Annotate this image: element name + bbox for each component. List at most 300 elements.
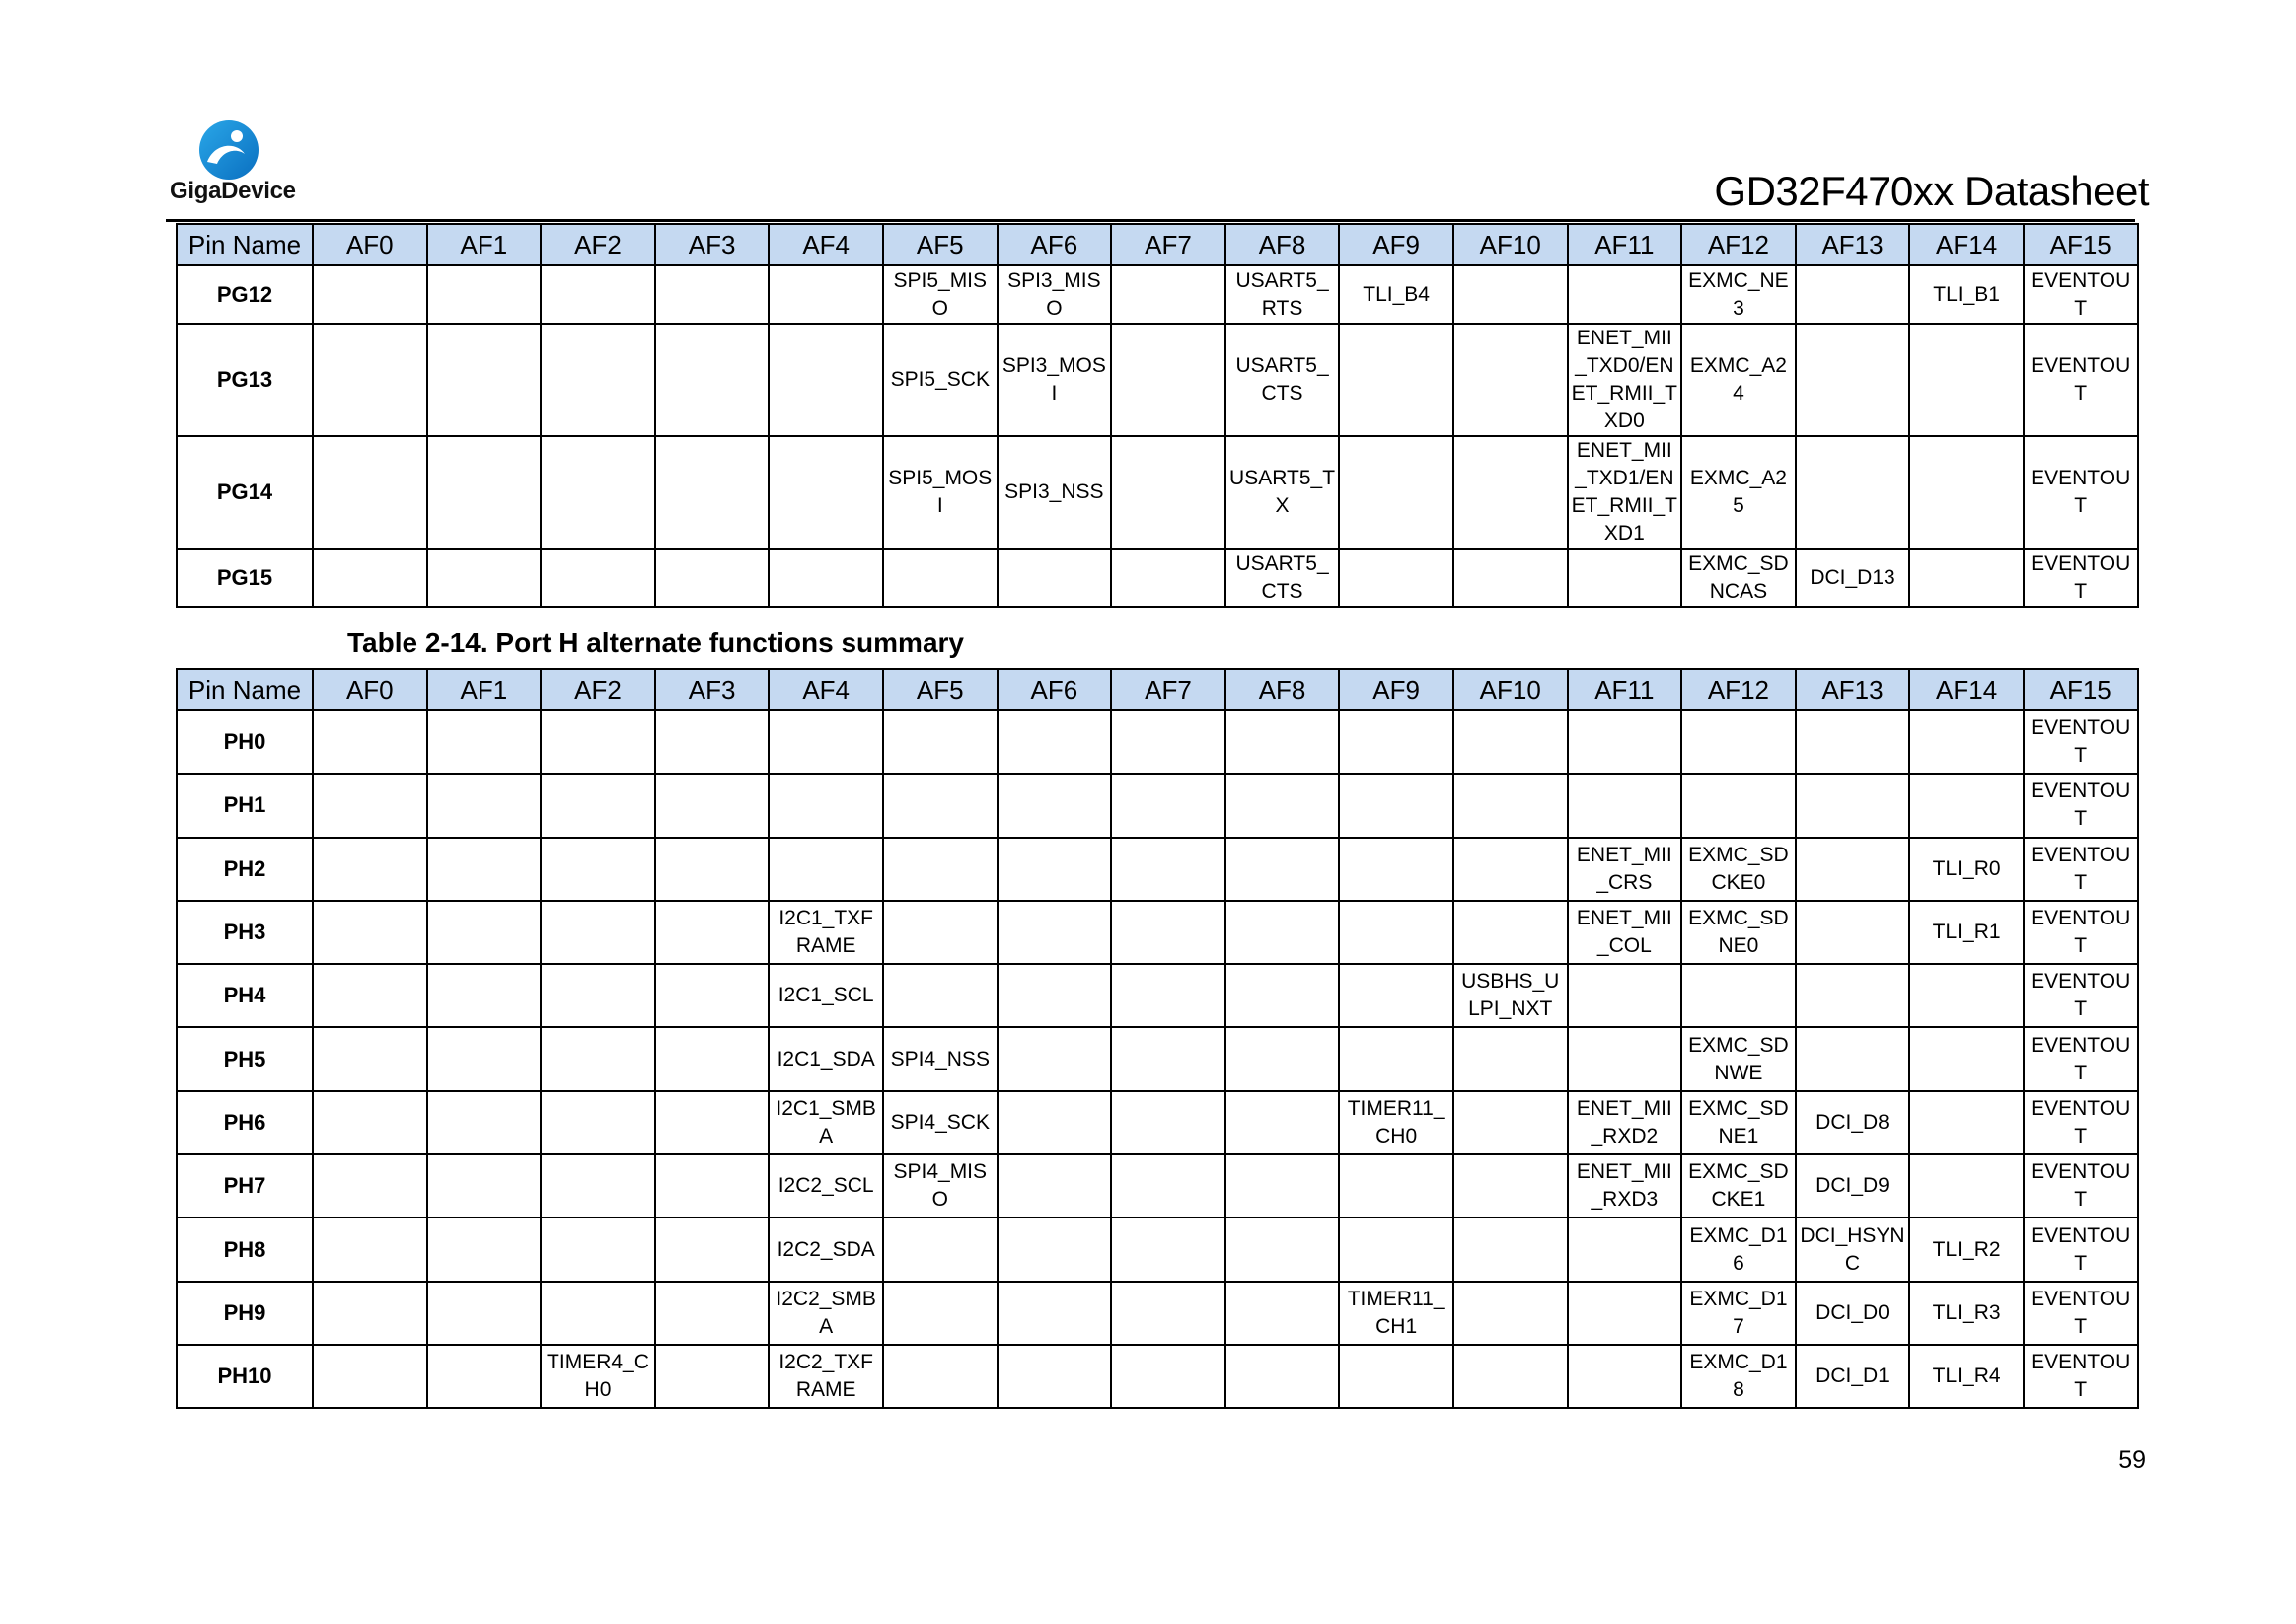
af10-cell <box>1453 1345 1568 1408</box>
af5-cell <box>883 838 998 901</box>
af7-cell <box>1111 1218 1225 1281</box>
af0-cell <box>313 774 427 837</box>
page-number: 59 <box>2118 1446 2146 1474</box>
af6-cell <box>998 710 1112 774</box>
af0-cell <box>313 1218 427 1281</box>
af8-cell <box>1225 710 1340 774</box>
af8-cell <box>1225 838 1340 901</box>
af11-cell <box>1568 710 1682 774</box>
af10-cell: USBHS_U LPI_NXT <box>1453 964 1568 1027</box>
af9-cell: TIMER11_ CH0 <box>1339 1091 1453 1154</box>
af14-cell <box>1909 774 2024 837</box>
af9-cell <box>1339 710 1453 774</box>
af12-cell: EXMC_A2 4 <box>1681 324 1796 436</box>
column-header-af3: AF3 <box>655 224 770 265</box>
af9-cell: TIMER11_ CH1 <box>1339 1282 1453 1345</box>
af7-cell <box>1111 1154 1225 1218</box>
column-header-af14: AF14 <box>1909 669 2024 710</box>
af8-cell: USART5_ CTS <box>1225 324 1340 436</box>
af3-cell <box>655 1154 770 1218</box>
af10-cell <box>1453 549 1568 607</box>
af4-cell <box>769 265 883 324</box>
af1-cell <box>427 964 542 1027</box>
af0-cell <box>313 1345 427 1408</box>
table-row <box>177 549 2138 607</box>
table-header-row <box>177 669 2138 710</box>
brand-name: GigaDevice <box>170 178 296 204</box>
af12-cell: EXMC_SD CKE0 <box>1681 838 1796 901</box>
af0-cell <box>313 1027 427 1090</box>
af12-cell: EXMC_SD NE0 <box>1681 901 1796 964</box>
af0-cell <box>313 964 427 1027</box>
column-header-af0: AF0 <box>313 669 427 710</box>
af7-cell <box>1111 1345 1225 1408</box>
af11-cell <box>1568 265 1682 324</box>
af9-cell <box>1339 774 1453 837</box>
af7-cell <box>1111 901 1225 964</box>
af13-cell: DCI_D1 <box>1796 1345 1910 1408</box>
af4-cell <box>769 549 883 607</box>
af8-cell <box>1225 1154 1340 1218</box>
af8-cell: USART5_ CTS <box>1225 549 1340 607</box>
af6-cell <box>998 1218 1112 1281</box>
table-row <box>177 265 2138 324</box>
port-h-alternate-functions-table <box>176 668 2139 1409</box>
af10-cell <box>1453 1091 1568 1154</box>
port-g-alternate-functions-table <box>176 223 2139 608</box>
af3-cell <box>655 1091 770 1154</box>
af12-cell: EXMC_D1 6 <box>1681 1218 1796 1281</box>
af14-cell <box>1909 964 2024 1027</box>
af2-cell <box>541 436 655 549</box>
af9-cell <box>1339 1027 1453 1090</box>
af10-cell <box>1453 1027 1568 1090</box>
af9-cell <box>1339 1154 1453 1218</box>
af5-cell: SPI5_MIS O <box>883 265 998 324</box>
af3-cell <box>655 324 770 436</box>
af11-cell: ENET_MII _RXD3 <box>1568 1154 1682 1218</box>
af0-cell <box>313 436 427 549</box>
af11-cell <box>1568 964 1682 1027</box>
column-header-af5: AF5 <box>883 224 998 265</box>
af14-cell: TLI_R2 <box>1909 1218 2024 1281</box>
af14-cell <box>1909 1027 2024 1090</box>
af2-cell <box>541 1091 655 1154</box>
af6-cell: SPI3_MIS O <box>998 265 1112 324</box>
af3-cell <box>655 265 770 324</box>
af2-cell <box>541 838 655 901</box>
af11-cell: ENET_MII _TXD0/EN ET_RMII_T XD0 <box>1568 324 1682 436</box>
af4-cell: I2C1_SDA <box>769 1027 883 1090</box>
af0-cell <box>313 549 427 607</box>
af13-cell <box>1796 964 1910 1027</box>
af15-cell: EVENTOU T <box>2024 1345 2138 1408</box>
af7-cell <box>1111 436 1225 549</box>
af14-cell <box>1909 1091 2024 1154</box>
column-header-af15: AF15 <box>2024 224 2138 265</box>
pin-name-cell: PH10 <box>177 1345 313 1408</box>
af6-cell <box>998 1154 1112 1218</box>
af15-cell: EVENTOU T <box>2024 1027 2138 1090</box>
af15-cell: EVENTOU T <box>2024 549 2138 607</box>
column-header-af10: AF10 <box>1453 669 1568 710</box>
table-row <box>177 838 2138 901</box>
column-header-af13: AF13 <box>1796 224 1910 265</box>
column-header-af8: AF8 <box>1225 224 1340 265</box>
column-header-pin-name: Pin Name <box>177 224 313 265</box>
af13-cell: DCI_HSYN C <box>1796 1218 1910 1281</box>
af9-cell <box>1339 1218 1453 1281</box>
af2-cell <box>541 964 655 1027</box>
af5-cell <box>883 549 998 607</box>
af7-cell <box>1111 324 1225 436</box>
af12-cell: EXMC_D1 7 <box>1681 1282 1796 1345</box>
af0-cell <box>313 838 427 901</box>
af6-cell <box>998 549 1112 607</box>
af7-cell <box>1111 265 1225 324</box>
af12-cell: EXMC_D1 8 <box>1681 1345 1796 1408</box>
af15-cell: EVENTOU T <box>2024 1218 2138 1281</box>
af11-cell: ENET_MII _CRS <box>1568 838 1682 901</box>
af13-cell <box>1796 710 1910 774</box>
af6-cell: SPI3_MOS I <box>998 324 1112 436</box>
af3-cell <box>655 710 770 774</box>
af4-cell: I2C2_SCL <box>769 1154 883 1218</box>
column-header-af9: AF9 <box>1339 669 1453 710</box>
af10-cell <box>1453 1218 1568 1281</box>
af9-cell <box>1339 901 1453 964</box>
pin-name-cell: PH2 <box>177 838 313 901</box>
af15-cell: EVENTOU T <box>2024 774 2138 837</box>
af12-cell: EXMC_A2 5 <box>1681 436 1796 549</box>
af7-cell <box>1111 838 1225 901</box>
table-row <box>177 1218 2138 1281</box>
af5-cell <box>883 1218 998 1281</box>
af1-cell <box>427 710 542 774</box>
af2-cell: TIMER4_C H0 <box>541 1345 655 1408</box>
af13-cell: DCI_D0 <box>1796 1282 1910 1345</box>
table-row <box>177 1027 2138 1090</box>
af9-cell <box>1339 1345 1453 1408</box>
af2-cell <box>541 774 655 837</box>
af2-cell <box>541 1154 655 1218</box>
af15-cell: EVENTOU T <box>2024 838 2138 901</box>
af0-cell <box>313 1154 427 1218</box>
af6-cell <box>998 838 1112 901</box>
af10-cell <box>1453 838 1568 901</box>
af1-cell <box>427 265 542 324</box>
af14-cell <box>1909 436 2024 549</box>
af3-cell <box>655 964 770 1027</box>
pin-name-cell: PH4 <box>177 964 313 1027</box>
af7-cell <box>1111 1027 1225 1090</box>
af1-cell <box>427 1345 542 1408</box>
af3-cell <box>655 1345 770 1408</box>
table-row <box>177 1282 2138 1345</box>
af10-cell <box>1453 901 1568 964</box>
af12-cell <box>1681 710 1796 774</box>
af9-cell: TLI_B4 <box>1339 265 1453 324</box>
af10-cell <box>1453 710 1568 774</box>
af11-cell <box>1568 1218 1682 1281</box>
table-row <box>177 901 2138 964</box>
af4-cell <box>769 838 883 901</box>
af10-cell <box>1453 436 1568 549</box>
af7-cell <box>1111 1282 1225 1345</box>
af5-cell: SPI4_NSS <box>883 1027 998 1090</box>
af8-cell <box>1225 1027 1340 1090</box>
af2-cell <box>541 1218 655 1281</box>
af4-cell: I2C1_TXF RAME <box>769 901 883 964</box>
af6-cell <box>998 1027 1112 1090</box>
table-header-row <box>177 224 2138 265</box>
af8-cell <box>1225 1282 1340 1345</box>
column-header-af0: AF0 <box>313 224 427 265</box>
af5-cell <box>883 774 998 837</box>
af10-cell <box>1453 774 1568 837</box>
af6-cell <box>998 1282 1112 1345</box>
af8-cell: USART5_ RTS <box>1225 265 1340 324</box>
af15-cell: EVENTOU T <box>2024 1282 2138 1345</box>
af13-cell <box>1796 265 1910 324</box>
af11-cell <box>1568 774 1682 837</box>
af11-cell <box>1568 1282 1682 1345</box>
af15-cell: EVENTOU T <box>2024 324 2138 436</box>
af3-cell <box>655 774 770 837</box>
pin-name-cell: PH9 <box>177 1282 313 1345</box>
table-row <box>177 436 2138 549</box>
pin-name-cell: PH3 <box>177 901 313 964</box>
af0-cell <box>313 1091 427 1154</box>
af15-cell: EVENTOU T <box>2024 710 2138 774</box>
pin-name-cell: PH1 <box>177 774 313 837</box>
af1-cell <box>427 436 542 549</box>
af9-cell <box>1339 549 1453 607</box>
af14-cell <box>1909 710 2024 774</box>
af6-cell <box>998 774 1112 837</box>
af13-cell <box>1796 774 1910 837</box>
af11-cell <box>1568 1027 1682 1090</box>
af2-cell <box>541 549 655 607</box>
af10-cell <box>1453 324 1568 436</box>
af7-cell <box>1111 549 1225 607</box>
column-header-af12: AF12 <box>1681 669 1796 710</box>
af4-cell <box>769 710 883 774</box>
af8-cell <box>1225 1345 1340 1408</box>
af8-cell <box>1225 774 1340 837</box>
column-header-af6: AF6 <box>998 224 1112 265</box>
column-header-af7: AF7 <box>1111 669 1225 710</box>
af9-cell <box>1339 964 1453 1027</box>
af7-cell <box>1111 1091 1225 1154</box>
af3-cell <box>655 1027 770 1090</box>
af15-cell: EVENTOU T <box>2024 265 2138 324</box>
table-row <box>177 774 2138 837</box>
af4-cell: I2C2_SDA <box>769 1218 883 1281</box>
af14-cell: TLI_R3 <box>1909 1282 2024 1345</box>
af3-cell <box>655 1282 770 1345</box>
af4-cell: I2C2_SMB A <box>769 1282 883 1345</box>
af15-cell: EVENTOU T <box>2024 964 2138 1027</box>
af10-cell <box>1453 265 1568 324</box>
af5-cell <box>883 1282 998 1345</box>
af15-cell: EVENTOU T <box>2024 1091 2138 1154</box>
af13-cell <box>1796 901 1910 964</box>
af13-cell: DCI_D9 <box>1796 1154 1910 1218</box>
af12-cell <box>1681 964 1796 1027</box>
column-header-af2: AF2 <box>541 224 655 265</box>
table-row <box>177 324 2138 436</box>
af0-cell <box>313 324 427 436</box>
af11-cell: ENET_MII _COL <box>1568 901 1682 964</box>
af6-cell <box>998 1345 1112 1408</box>
pin-name-cell: PG13 <box>177 324 313 436</box>
table-row <box>177 710 2138 774</box>
table-row <box>177 964 2138 1027</box>
pin-name-cell: PH0 <box>177 710 313 774</box>
af5-cell <box>883 1345 998 1408</box>
af4-cell <box>769 774 883 837</box>
column-header-af2: AF2 <box>541 669 655 710</box>
column-header-af6: AF6 <box>998 669 1112 710</box>
af2-cell <box>541 1282 655 1345</box>
af14-cell: TLI_R1 <box>1909 901 2024 964</box>
af9-cell <box>1339 324 1453 436</box>
column-header-af14: AF14 <box>1909 224 2024 265</box>
af8-cell <box>1225 1218 1340 1281</box>
af13-cell: DCI_D13 <box>1796 549 1910 607</box>
af14-cell: TLI_R0 <box>1909 838 2024 901</box>
af6-cell <box>998 1091 1112 1154</box>
af3-cell <box>655 838 770 901</box>
af13-cell <box>1796 436 1910 549</box>
af4-cell: I2C1_SMB A <box>769 1091 883 1154</box>
column-header-af1: AF1 <box>427 669 542 710</box>
af5-cell: SPI4_MIS O <box>883 1154 998 1218</box>
af7-cell <box>1111 710 1225 774</box>
af8-cell <box>1225 1091 1340 1154</box>
column-header-af4: AF4 <box>769 669 883 710</box>
af6-cell <box>998 901 1112 964</box>
af14-cell <box>1909 324 2024 436</box>
af11-cell <box>1568 1345 1682 1408</box>
af1-cell <box>427 1027 542 1090</box>
header-divider <box>166 219 2135 222</box>
af5-cell <box>883 901 998 964</box>
af14-cell <box>1909 549 2024 607</box>
table-row <box>177 1154 2138 1218</box>
af5-cell: SPI5_SCK <box>883 324 998 436</box>
af10-cell <box>1453 1282 1568 1345</box>
af11-cell: ENET_MII _TXD1/EN ET_RMII_T XD1 <box>1568 436 1682 549</box>
af8-cell <box>1225 901 1340 964</box>
af5-cell: SPI5_MOS I <box>883 436 998 549</box>
af2-cell <box>541 265 655 324</box>
af12-cell <box>1681 774 1796 837</box>
af11-cell <box>1568 549 1682 607</box>
af9-cell <box>1339 838 1453 901</box>
document-title: GD32F470xx Datasheet <box>1714 168 2149 214</box>
column-header-af7: AF7 <box>1111 224 1225 265</box>
pin-name-cell: PG12 <box>177 265 313 324</box>
af4-cell: I2C1_SCL <box>769 964 883 1027</box>
af7-cell <box>1111 964 1225 1027</box>
column-header-af9: AF9 <box>1339 224 1453 265</box>
af12-cell: EXMC_SD NWE <box>1681 1027 1796 1090</box>
af4-cell: I2C2_TXF RAME <box>769 1345 883 1408</box>
af1-cell <box>427 901 542 964</box>
af10-cell <box>1453 1154 1568 1218</box>
column-header-af4: AF4 <box>769 224 883 265</box>
af3-cell <box>655 436 770 549</box>
af6-cell: SPI3_NSS <box>998 436 1112 549</box>
af14-cell: TLI_B1 <box>1909 265 2024 324</box>
af13-cell <box>1796 324 1910 436</box>
pin-name-cell: PH5 <box>177 1027 313 1090</box>
af1-cell <box>427 774 542 837</box>
af1-cell <box>427 838 542 901</box>
af13-cell: DCI_D8 <box>1796 1091 1910 1154</box>
af5-cell: SPI4_SCK <box>883 1091 998 1154</box>
af3-cell <box>655 1218 770 1281</box>
af9-cell <box>1339 436 1453 549</box>
af3-cell <box>655 549 770 607</box>
column-header-af13: AF13 <box>1796 669 1910 710</box>
column-header-af11: AF11 <box>1568 669 1682 710</box>
af3-cell <box>655 901 770 964</box>
af1-cell <box>427 324 542 436</box>
table-caption: Table 2-14. Port H alternate functions summary <box>347 627 964 658</box>
af5-cell <box>883 964 998 1027</box>
af2-cell <box>541 1027 655 1090</box>
af2-cell <box>541 901 655 964</box>
af0-cell <box>313 1282 427 1345</box>
af15-cell: EVENTOU T <box>2024 1154 2138 1218</box>
af13-cell <box>1796 1027 1910 1090</box>
af0-cell <box>313 265 427 324</box>
column-header-af5: AF5 <box>883 669 998 710</box>
af6-cell <box>998 964 1112 1027</box>
af8-cell <box>1225 964 1340 1027</box>
af5-cell <box>883 710 998 774</box>
pin-name-cell: PH7 <box>177 1154 313 1218</box>
af1-cell <box>427 549 542 607</box>
pin-name-cell: PH8 <box>177 1218 313 1281</box>
af4-cell <box>769 324 883 436</box>
af7-cell <box>1111 774 1225 837</box>
pin-name-cell: PG14 <box>177 436 313 549</box>
table-row <box>177 1345 2138 1408</box>
pin-name-cell: PG15 <box>177 549 313 607</box>
table-row <box>177 1091 2138 1154</box>
af1-cell <box>427 1091 542 1154</box>
pin-name-cell: PH6 <box>177 1091 313 1154</box>
af13-cell <box>1796 838 1910 901</box>
af15-cell: EVENTOU T <box>2024 901 2138 964</box>
column-header-af11: AF11 <box>1568 224 1682 265</box>
af8-cell: USART5_T X <box>1225 436 1340 549</box>
af1-cell <box>427 1218 542 1281</box>
af12-cell: EXMC_SD CKE1 <box>1681 1154 1796 1218</box>
column-header-af15: AF15 <box>2024 669 2138 710</box>
af14-cell <box>1909 1154 2024 1218</box>
column-header-af3: AF3 <box>655 669 770 710</box>
af0-cell <box>313 710 427 774</box>
af12-cell: EXMC_NE 3 <box>1681 265 1796 324</box>
af1-cell <box>427 1154 542 1218</box>
af4-cell <box>769 436 883 549</box>
column-header-af10: AF10 <box>1453 224 1568 265</box>
